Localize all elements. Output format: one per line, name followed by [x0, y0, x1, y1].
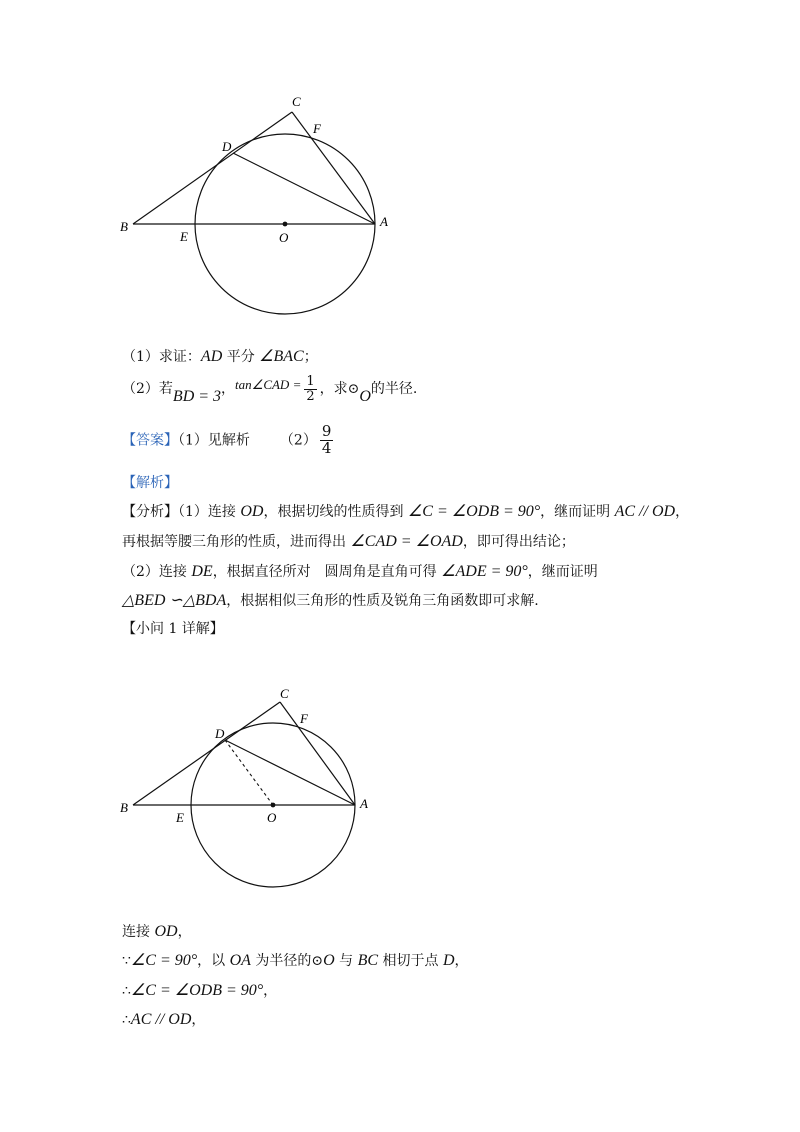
label-f: F	[300, 711, 308, 726]
point-o	[271, 803, 276, 808]
segment-bc	[133, 112, 292, 224]
label-c: C	[292, 94, 301, 109]
label-f: F	[313, 121, 321, 136]
label-o: O	[267, 810, 277, 825]
label-d: D	[222, 139, 232, 154]
point-o	[283, 222, 288, 227]
label-c: C	[280, 686, 289, 701]
solution-line-4: ∴AC // OD，	[122, 1011, 206, 1028]
segment-da	[225, 740, 355, 805]
sub-question-heading: 【小问 1 详解】	[122, 621, 224, 637]
solution-line-3: ∴∠C = ∠ODB = 90°，	[122, 982, 278, 999]
label-e: E	[176, 810, 184, 825]
label-a: A	[380, 214, 388, 229]
label-o: O	[279, 230, 289, 245]
geometry-figure-1	[110, 90, 410, 320]
label-d: D	[215, 726, 225, 741]
question-1: （1）求证：AD 平分 ∠BAC；	[122, 348, 318, 365]
segment-bc	[133, 702, 280, 805]
analysis-heading: 【解析】	[122, 475, 178, 491]
solution-line-2: ∵∠C = 90°，以 OA 为半径的⊙O 与 BC 相切于点 D，	[122, 952, 469, 969]
geometry-figure-2	[110, 680, 400, 900]
solution-line-1: 连接 OD，	[122, 923, 192, 940]
answer-line: 【答案】（1）见解析 （2） $\frac{9}{4}$	[122, 422, 332, 457]
segment-ca	[280, 702, 355, 805]
label-b: B	[120, 219, 128, 234]
analysis-line-2: 再根据等腰三角形的性质，进而得出 ∠CAD = ∠OAD，即可得出结论；	[122, 533, 575, 550]
analysis-line-4: △BED ∽△BDA，根据相似三角形的性质及锐角三角函数即可求解.	[122, 592, 539, 609]
segment-ca	[292, 112, 375, 224]
segment-da	[233, 153, 375, 224]
label-b: B	[120, 800, 128, 815]
label-e: E	[180, 229, 188, 244]
analysis-line-1: 【分析】（1）连接 OD，根据切线的性质得到 ∠C = ∠ODB = 90°，继而证明 AC // OD，	[122, 503, 690, 520]
question-2: （2）若BD = 3，tan∠CAD = $\frac{1}{2}$ ，求⊙O的半径.	[122, 374, 418, 406]
label-a: A	[360, 796, 368, 811]
analysis-line-3: （2）连接 DE，根据直径所对 圆周角是直角可得 ∠ADE = 90°，继而证明	[122, 563, 598, 580]
segment-od-dashed	[225, 740, 273, 805]
